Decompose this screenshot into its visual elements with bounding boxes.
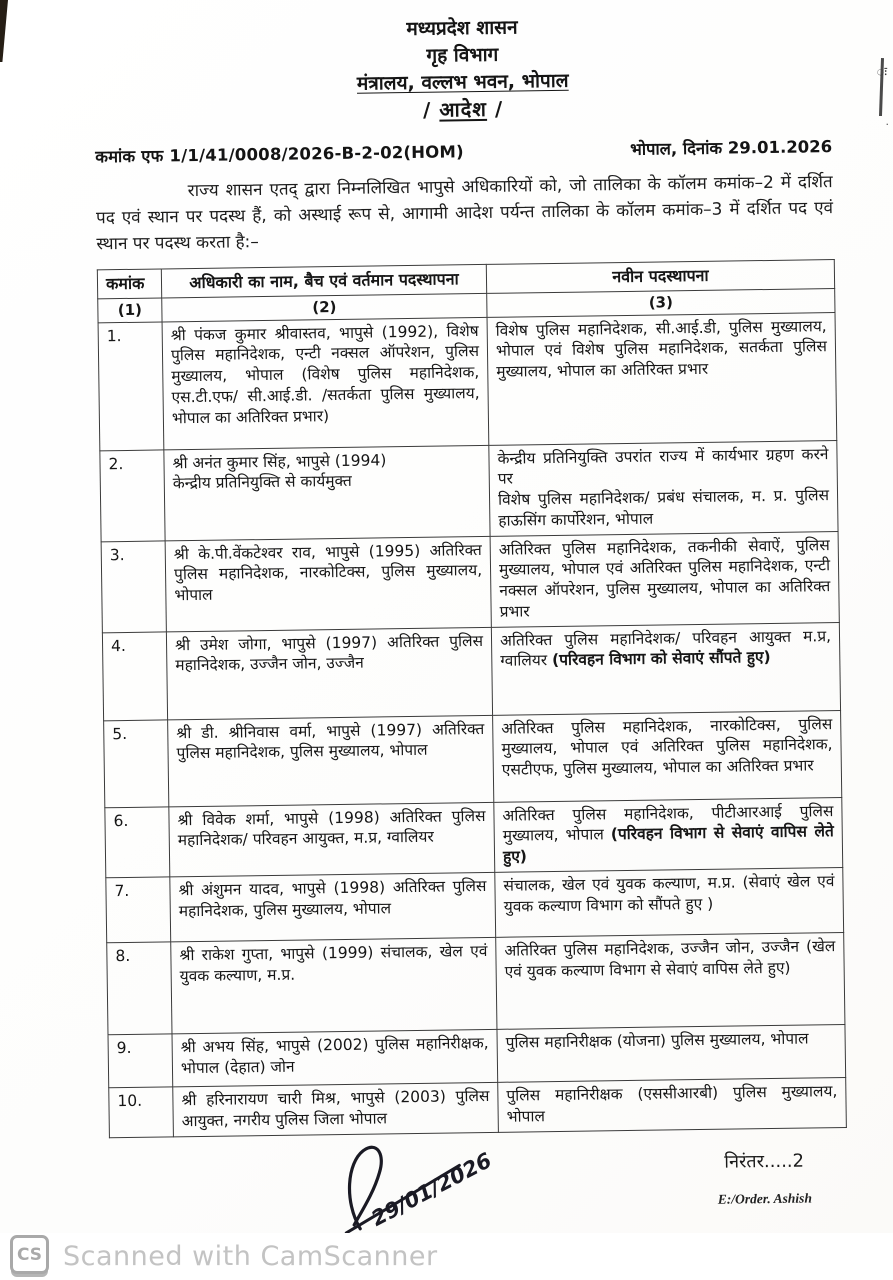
current-posting-cell: श्री राकेश गुप्ता, भापुसे (1999) संचालक, खेल एवं युवक कल्याण, म.प्र. bbox=[171, 937, 497, 1034]
new-posting-cell: पुलिस महानिरीक्षक (एससीआरबी) पुलिस मुख्यालय, भोपाल bbox=[498, 1077, 847, 1132]
current-posting-cell: श्री हरिनारायण चारी मिश्र, भापुसे (2003) पुलिस आयुक्त, नगरीय पुलिस जिला भोपाल bbox=[173, 1082, 499, 1137]
current-posting-cell: श्री अनंत कुमार सिंह, भापुसे (1994) केन्द्रीय प्रतिनियुक्ति से कार्यमुक्त bbox=[164, 445, 490, 541]
column-header-new-posting: नवीन पदस्थापना bbox=[486, 260, 834, 294]
camscanner-logo-icon: CS bbox=[10, 1235, 49, 1274]
file-reference: E:/Order. Ashish bbox=[717, 1190, 813, 1207]
row-serial-number: 6. bbox=[105, 807, 170, 878]
current-posting-cell: श्री पंकज कुमार श्रीवास्तव, भापुसे (1992), विशेष पुलिस महानिदेशक, एन्टी नक्सल ऑपरेशन, पुलिस मुख्यालय, भोपाल (विशेष पुलिस महानिदेशक, एस.टी.एफ/ सी.आई.डी. /सतर्कता पुलिस मुख्यालय, भोपाल का अतिरिक्त प्रभार) bbox=[162, 317, 489, 450]
new-posting-cell: अतिरिक्त पुलिस महानिदेशक, तकनीकी सेवाऐं, पुलिस मुख्यालय, भोपाल एवं अतिरिक्त पुलिस महानिदेशक, एन्टी नक्सल ऑपरेशन, पुलिस मुख्यालय, भोपाल का अतिरिक्त प्रभार bbox=[490, 531, 839, 627]
subheader-1: (1) bbox=[98, 298, 162, 322]
document-footer bbox=[109, 1132, 847, 1242]
table-row bbox=[101, 531, 839, 632]
current-posting-cell: श्री के.पी.वेंकटेश्वर राव, भापुसे (1995) अतिरिक्त पुलिस महानिदेशक, नारकोटिक्स, पुलिस मुख्यालय, भोपाल bbox=[165, 536, 491, 632]
document-header bbox=[93, 10, 831, 128]
new-posting-cell: अतिरिक्त पुलिस महानिदेशक, उज्जैन जोन, उज्जैन (खेल एवं युवक कल्याण विभाग से सेवाएं वापिस लेते हुए) bbox=[496, 932, 845, 1029]
table-row bbox=[100, 440, 838, 541]
new-posting-cell: अतिरिक्त पुलिस महानिदेशक, नारकोटिक्स, पुलिस मुख्यालय, भोपाल एवं अतिरिक्त पुलिस महानिदेशक, एसटीएफ, पुलिस मुख्यालय, भोपाल का अतिरिक्त प्रभार bbox=[493, 710, 842, 802]
signature bbox=[341, 1138, 522, 1240]
row-serial-number: 3. bbox=[101, 541, 166, 633]
reference-line bbox=[95, 134, 832, 167]
row-serial-number: 10. bbox=[109, 1087, 174, 1138]
order-number: कमांक एफ 1/1/41/0008/2026-B-2-02(HOM) bbox=[95, 142, 464, 167]
order-label: आदेश bbox=[439, 96, 488, 122]
scan-right-edge-mark: ः bbox=[876, 65, 887, 80]
current-posting-cell: श्री अंशुमन यादव, भापुसे (1998) अतिरिक्त पुलिस महानिदेशक, पुलिस मुख्यालय, भोपाल bbox=[170, 872, 496, 942]
order-slash-right: / bbox=[486, 96, 504, 121]
row-serial-number: 8. bbox=[107, 942, 172, 1035]
body-paragraph: राज्य शासन एतद् द्वारा निम्नलिखित भापुसे अधिकारियों को, जो तालिका के कॉलम कमांक–2 में दर्शित पद एवं स्थान पर पदस्थ हैं, को अस्थाई रूप से, आगामी आदेश पर्यन्त तालिका के कॉलम कमांक–3 में दर्शित पद एवं स्थान पर पदस्थ करता है:– bbox=[95, 172, 834, 255]
scan-right-edge-mark: · bbox=[885, 118, 889, 131]
new-posting-cell: केन्द्रीय प्रतिनियुक्ति उपरांत राज्य में कार्यभार ग्रहण करने पर विशेष पुलिस महानिदेशक/ प्रबंध संचालक, म. प्र. पुलिस हाऊसिंग कार्पोरेशन, भोपाल bbox=[489, 440, 838, 536]
header-department: गृह विभाग bbox=[426, 43, 499, 67]
row-serial-number: 7. bbox=[106, 877, 171, 943]
camscanner-watermark-bar bbox=[0, 1233, 893, 1280]
officer-posting-table bbox=[97, 259, 847, 1138]
table-row bbox=[98, 312, 837, 450]
header-address: मंत्रालय, वल्लभ भवन, भोपाल bbox=[356, 69, 569, 95]
new-posting-cell: विशेष पुलिस महानिदेशक, सी.आई.डी, पुलिस मुख्यालय, भोपाल एवं विशेष पुलिस महानिदेशक, सतर्कता पुलिस मुख्यालय, भोपाल का अतिरिक्त प्रभार bbox=[487, 312, 837, 445]
new-posting-cell: संचालक, खेल एवं युवक कल्याण, म.प्र. (सेवाएं खेल एवं युवक कल्याण विभाग को सौंपते हुए ) bbox=[495, 867, 844, 937]
row-serial-number: 2. bbox=[100, 449, 165, 541]
row-serial-number: 4. bbox=[102, 632, 167, 721]
camscanner-watermark-text: Scanned with CamScanner bbox=[63, 1241, 438, 1272]
table-row bbox=[102, 622, 840, 720]
continuation-note: निरंतर.....2 bbox=[724, 1150, 805, 1173]
row-serial-number: 1. bbox=[98, 321, 164, 450]
table-row bbox=[105, 797, 843, 878]
current-posting-cell: श्री उमेश जोगा, भापुसे (1997) अतिरिक्त पुलिस महानिदेशक, उज्जैन जोन, उज्जैन bbox=[166, 627, 492, 720]
row-serial-number: 5. bbox=[104, 720, 169, 808]
table-row bbox=[104, 710, 842, 807]
current-posting-cell: श्री डी. श्रीनिवास वर्मा, भापुसे (1997) अतिरिक्त पुलिस महानिदेशक, पुलिस मुख्यालय, भोपाल bbox=[168, 715, 494, 807]
table-row bbox=[109, 1077, 847, 1137]
new-posting-cell: अतिरिक्त पुलिस महानिदेशक/ परिवहन आयुक्त म.प्र, ग्वालियर (परिवहन विभाग को सेवाएं सौंपते हुए) bbox=[491, 622, 840, 715]
new-posting-bold-note: (परिवहन विभाग से सेवाएं वापिस लेते हुए) bbox=[502, 822, 834, 866]
new-posting-cell: पुलिस महानिरीक्षक (योजना) पुलिस मुख्यालय, भोपाल bbox=[497, 1024, 846, 1082]
table-row bbox=[107, 932, 845, 1034]
row-serial-number: 9. bbox=[108, 1034, 173, 1088]
current-posting-cell: श्री अभय सिंह, भापुसे (2002) पुलिस महानिरीक्षक, भोपाल (देहात) जोन bbox=[172, 1029, 498, 1087]
order-slash-left: / bbox=[422, 97, 440, 122]
subheader-2: (2) bbox=[162, 294, 487, 322]
new-posting-bold-note: (परिवहन विभाग को सेवाएं सौंपते हुए) bbox=[551, 648, 771, 670]
officer-table-body bbox=[98, 312, 846, 1138]
signature-date: 29/01/2026 bbox=[367, 1148, 496, 1231]
current-posting-cell: श्री विवेक शर्मा, भापुसे (1998) अतिरिक्त पुलिस महानिदेशक/ परिवहन आयुक्त, म.प्र, ग्वालियर bbox=[169, 802, 495, 877]
signature-scribble-icon bbox=[341, 1138, 522, 1236]
column-header-current-posting: अधिकारी का नाम, बैच एवं वर्तमान पदस्थापना bbox=[161, 264, 486, 298]
column-header-sno: कमांक bbox=[97, 269, 161, 299]
subheader-3: (3) bbox=[487, 289, 835, 317]
table-row bbox=[106, 867, 844, 942]
new-posting-cell: अतिरिक्त पुलिस महानिदेशक, पीटीआरआई पुलिस मुख्यालय, भोपाल (परिवहन विभाग से सेवाएं वापिस लेते हुए) bbox=[494, 797, 843, 872]
header-government: मध्यप्रदेश शासन bbox=[406, 16, 518, 41]
place-date: भोपाल, दिनांक 29.01.2026 bbox=[630, 137, 833, 159]
